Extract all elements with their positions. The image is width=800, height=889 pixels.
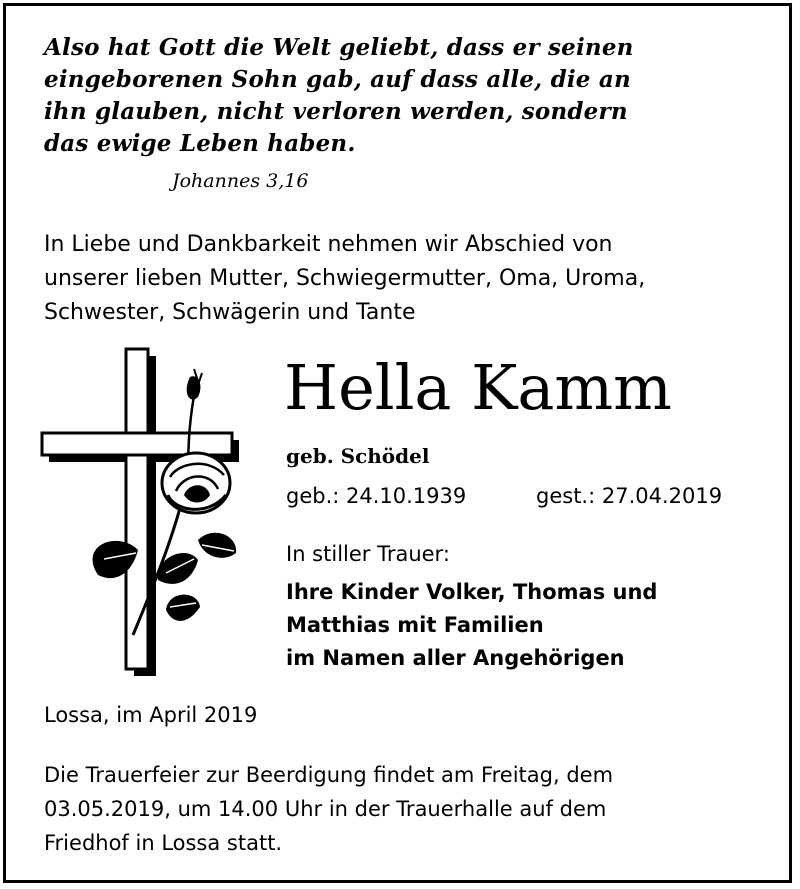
verse-line: das ewige Leben haben. <box>44 130 356 157</box>
funeral-line: 03.05.2019, um 14.00 Uhr in der Trauerhalle auf dem <box>44 797 607 821</box>
cross-with-rose-icon <box>38 345 248 680</box>
intro-line: In Liebe und Dankbarkeit nehmen wir Abschied von <box>44 232 613 257</box>
verse-line: ihn glauben, nicht verloren werden, sondern <box>44 98 628 125</box>
death-date: gest.: 27.04.2019 <box>536 484 723 508</box>
verse-line: Also hat Gott die Welt geliebt, dass er seinen <box>44 34 634 61</box>
place-date: Lossa, im April 2019 <box>44 703 258 727</box>
verse-line: eingeborenen Sohn gab, auf dass alle, die an <box>44 66 631 93</box>
mourners-label: In stiller Trauer: <box>286 542 450 566</box>
mourners-line: Matthias mit Familien <box>286 613 544 637</box>
bible-verse <box>44 32 634 160</box>
intro-line: Schwester, Schwägerin und Tante <box>44 300 416 325</box>
intro-line: unserer lieben Mutter, Schwiegermutter, Oma, Uroma, <box>44 266 646 291</box>
intro-text <box>44 228 645 330</box>
maiden-name: geb. Schödel <box>286 444 430 468</box>
mourners-list <box>286 576 657 675</box>
mourners-line: Ihre Kinder Volker, Thomas und <box>286 580 658 604</box>
funeral-line: Friedhof in Lossa statt. <box>44 831 283 855</box>
verse-reference: Johannes 3,16 <box>172 170 309 192</box>
deceased-name: Hella Kamm <box>284 351 672 424</box>
funeral-info <box>44 758 613 860</box>
funeral-line: Die Trauerfeier zur Beerdigung findet am Freitag, dem <box>44 763 614 787</box>
birth-date: geb.: 24.10.1939 <box>286 484 467 508</box>
mourners-line: im Namen aller Angehörigen <box>286 646 625 670</box>
